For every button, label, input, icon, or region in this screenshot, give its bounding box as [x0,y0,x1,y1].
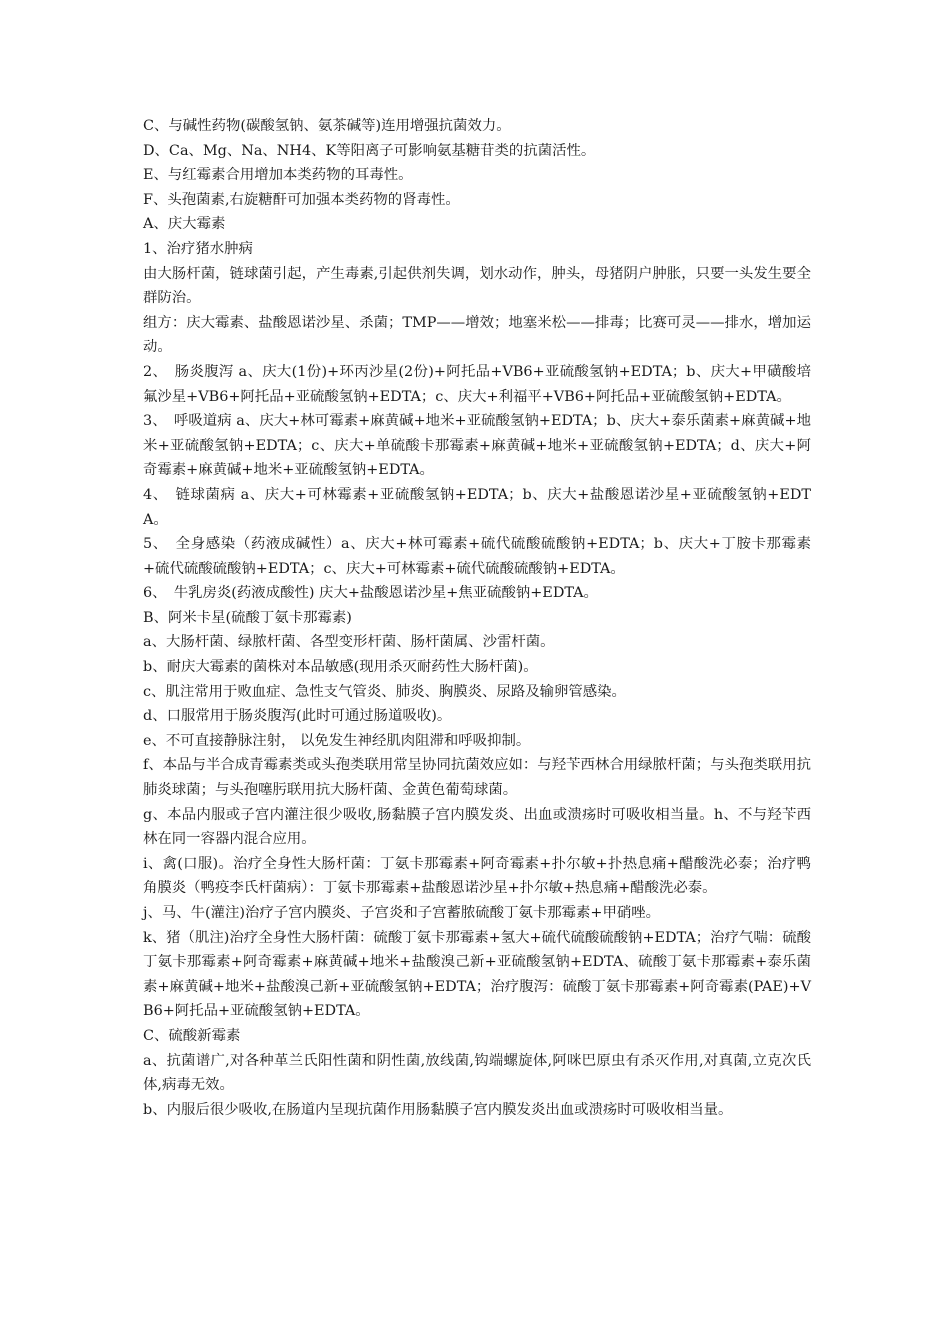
subsection-heading: 1、治疗猪水肿病 [143,240,253,257]
paragraph: i、禽(口服)。治疗全身性大肠杆菌：丁氨卡那霉素+阿奇霉素+扑尔敏+扑热息痛+醋酸洗必泰；治疗鸭角膜炎（鸭疫李氏杆菌病）：丁氨卡那霉素+盐酸恩诺沙星+扑尔敏+热息痛+醋酸洗必泰。 [143,855,811,897]
paragraph: k、猪（肌注)治疗全身性大肠杆菌：硫酸丁氨卡那霉素+氢大+硫代硫酸硫酸钠+EDTA；治疗气喘：硫酸丁氨卡那霉素+阿奇霉素+麻黄碱+地米+盐酸溴己新+亚硫酸氢钠+EDTA、硫酸丁氨卡那霉素+泰乐菌素+麻黄碱+地米+盐酸溴己新+亚硫酸氢钠+EDTA；治疗腹泻：硫酸丁氨卡那霉素+阿奇霉素(PAE)+VB6+阿托品+亚硫酸氢钠+EDTA。 [143,929,811,1020]
paragraph: j、马、牛(灌注)治疗子宫内膜炎、子宫炎和子宫蓄脓硫酸丁氨卡那霉素+甲硝唑。 [143,905,661,921]
paragraph: g、本品内服或子宫内灌注很少吸收,肠黏膜子宫内膜发炎、出血或溃疡时可吸收相当量。h、不与羟苄西林在同一容器内混合应用。 [143,806,811,848]
paragraph: f、本品与半合成青霉素类或头孢类联用常呈协同抗菌效应如：与羟苄西林合用绿脓杆菌；与头孢类联用抗肺炎球菌；与头孢噻肟联用抗大肠杆菌、金黄色葡萄球菌。 [143,757,811,799]
section-heading: B、阿米卡星(硫酸丁氨卡那霉素) [143,609,352,626]
section-heading: A、庆大霉素 [143,216,226,233]
paragraph: E、与红霉素合用增加本类药物的耳毒性。 [143,167,413,184]
paragraph: e、不可直接静脉注射， 以免发生神经肌肉阻滞和呼吸抑制。 [143,732,531,749]
paragraph: b、内服后很少吸收,在肠道内呈现抗菌作用肠黏膜子宫内膜发炎出血或溃疡时可吸收相当量。 [143,1101,733,1118]
paragraph: 由大肠杆菌，链球菌引起，产生毒素,引起供剂失调，划水动作，肿头，母猪阴户肿胀，只要一头发生要全群防治。 [143,265,811,307]
document-body [143,114,811,1122]
paragraph: 2、 肠炎腹泻 a、庆大(1份)+环丙沙星(2份)+阿托品+VB6+亚硫酸氢钠+EDTA；b、庆大+甲磺酸培氟沙星+VB6+阿托品+亚硫酸氢钠+EDTA；c、庆大+利福平+VB6+阿托品+亚硫酸氢钠+EDTA。 [143,363,811,405]
paragraph: b、耐庆大霉素的菌株对本品敏感(现用杀灭耐药性大肠杆菌)。 [143,659,538,676]
paragraph: F、头孢菌素,右旋糖酐可加强本类药物的肾毒性。 [143,191,460,208]
paragraph: D、Ca、Mg、Na、NH4、K等阳离子可影响氨基糖苷类的抗菌活性。 [143,142,596,159]
paragraph: 3、 呼吸道病 a、庆大+林可霉素+麻黄碱+地米+亚硫酸氢钠+EDTA；b、庆大+泰乐菌素+麻黄碱+地米+亚硫酸氢钠+EDTA；c、庆大+单硫酸卡那霉素+麻黄碱+地米+亚硫酸氢钠+EDTA；d、庆大+阿奇霉素+麻黄碱+地米+亚硫酸氢钠+EDTA。 [143,413,811,479]
paragraph: 4、 链球菌病 a、庆大+可林霉素+亚硫酸氢钠+EDTA；b、庆大+盐酸恩诺沙星+亚硫酸氢钠+EDTA。 [143,486,811,528]
paragraph: a、大肠杆菌、绿脓杆菌、各型变形杆菌、肠杆菌属、沙雷杆菌。 [143,634,555,651]
section-heading: C、硫酸新霉素 [143,1027,241,1044]
paragraph: C、与碱性药物(碳酸氢钠、氨茶碱等)连用增强抗菌效力。 [143,118,511,134]
paragraph: 组方：庆大霉素、盐酸恩诺沙星、杀菌；TMP——增效；地塞米松——排毒；比赛可灵——排水，增加运动。 [143,314,811,356]
paragraph: 6、 牛乳房炎(药液成酸性) 庆大+盐酸恩诺沙星+焦亚硫酸钠+EDTA。 [143,585,598,602]
paragraph: d、口服常用于肠炎腹泻(此时可通过肠道吸收)。 [143,708,452,725]
paragraph: c、肌注常用于败血症、急性支气管炎、肺炎、胸膜炎、尿路及输卵管感染。 [143,683,626,700]
paragraph: 5、 全身感染（药液成碱性）a、庆大+林可霉素+硫代硫酸硫酸钠+EDTA；b、庆大+丁胺卡那霉素+硫代硫酸硫酸钠+EDTA；c、庆大+可林霉素+硫代硫酸硫酸钠+EDTA。 [143,536,811,577]
paragraph: a、抗菌谱广,对各种革兰氏阳性菌和阴性菌,放线菌,钩端螺旋体,阿咪巴原虫有杀灭作用,对真菌,立克次氏体,病毒无效。 [143,1052,811,1094]
